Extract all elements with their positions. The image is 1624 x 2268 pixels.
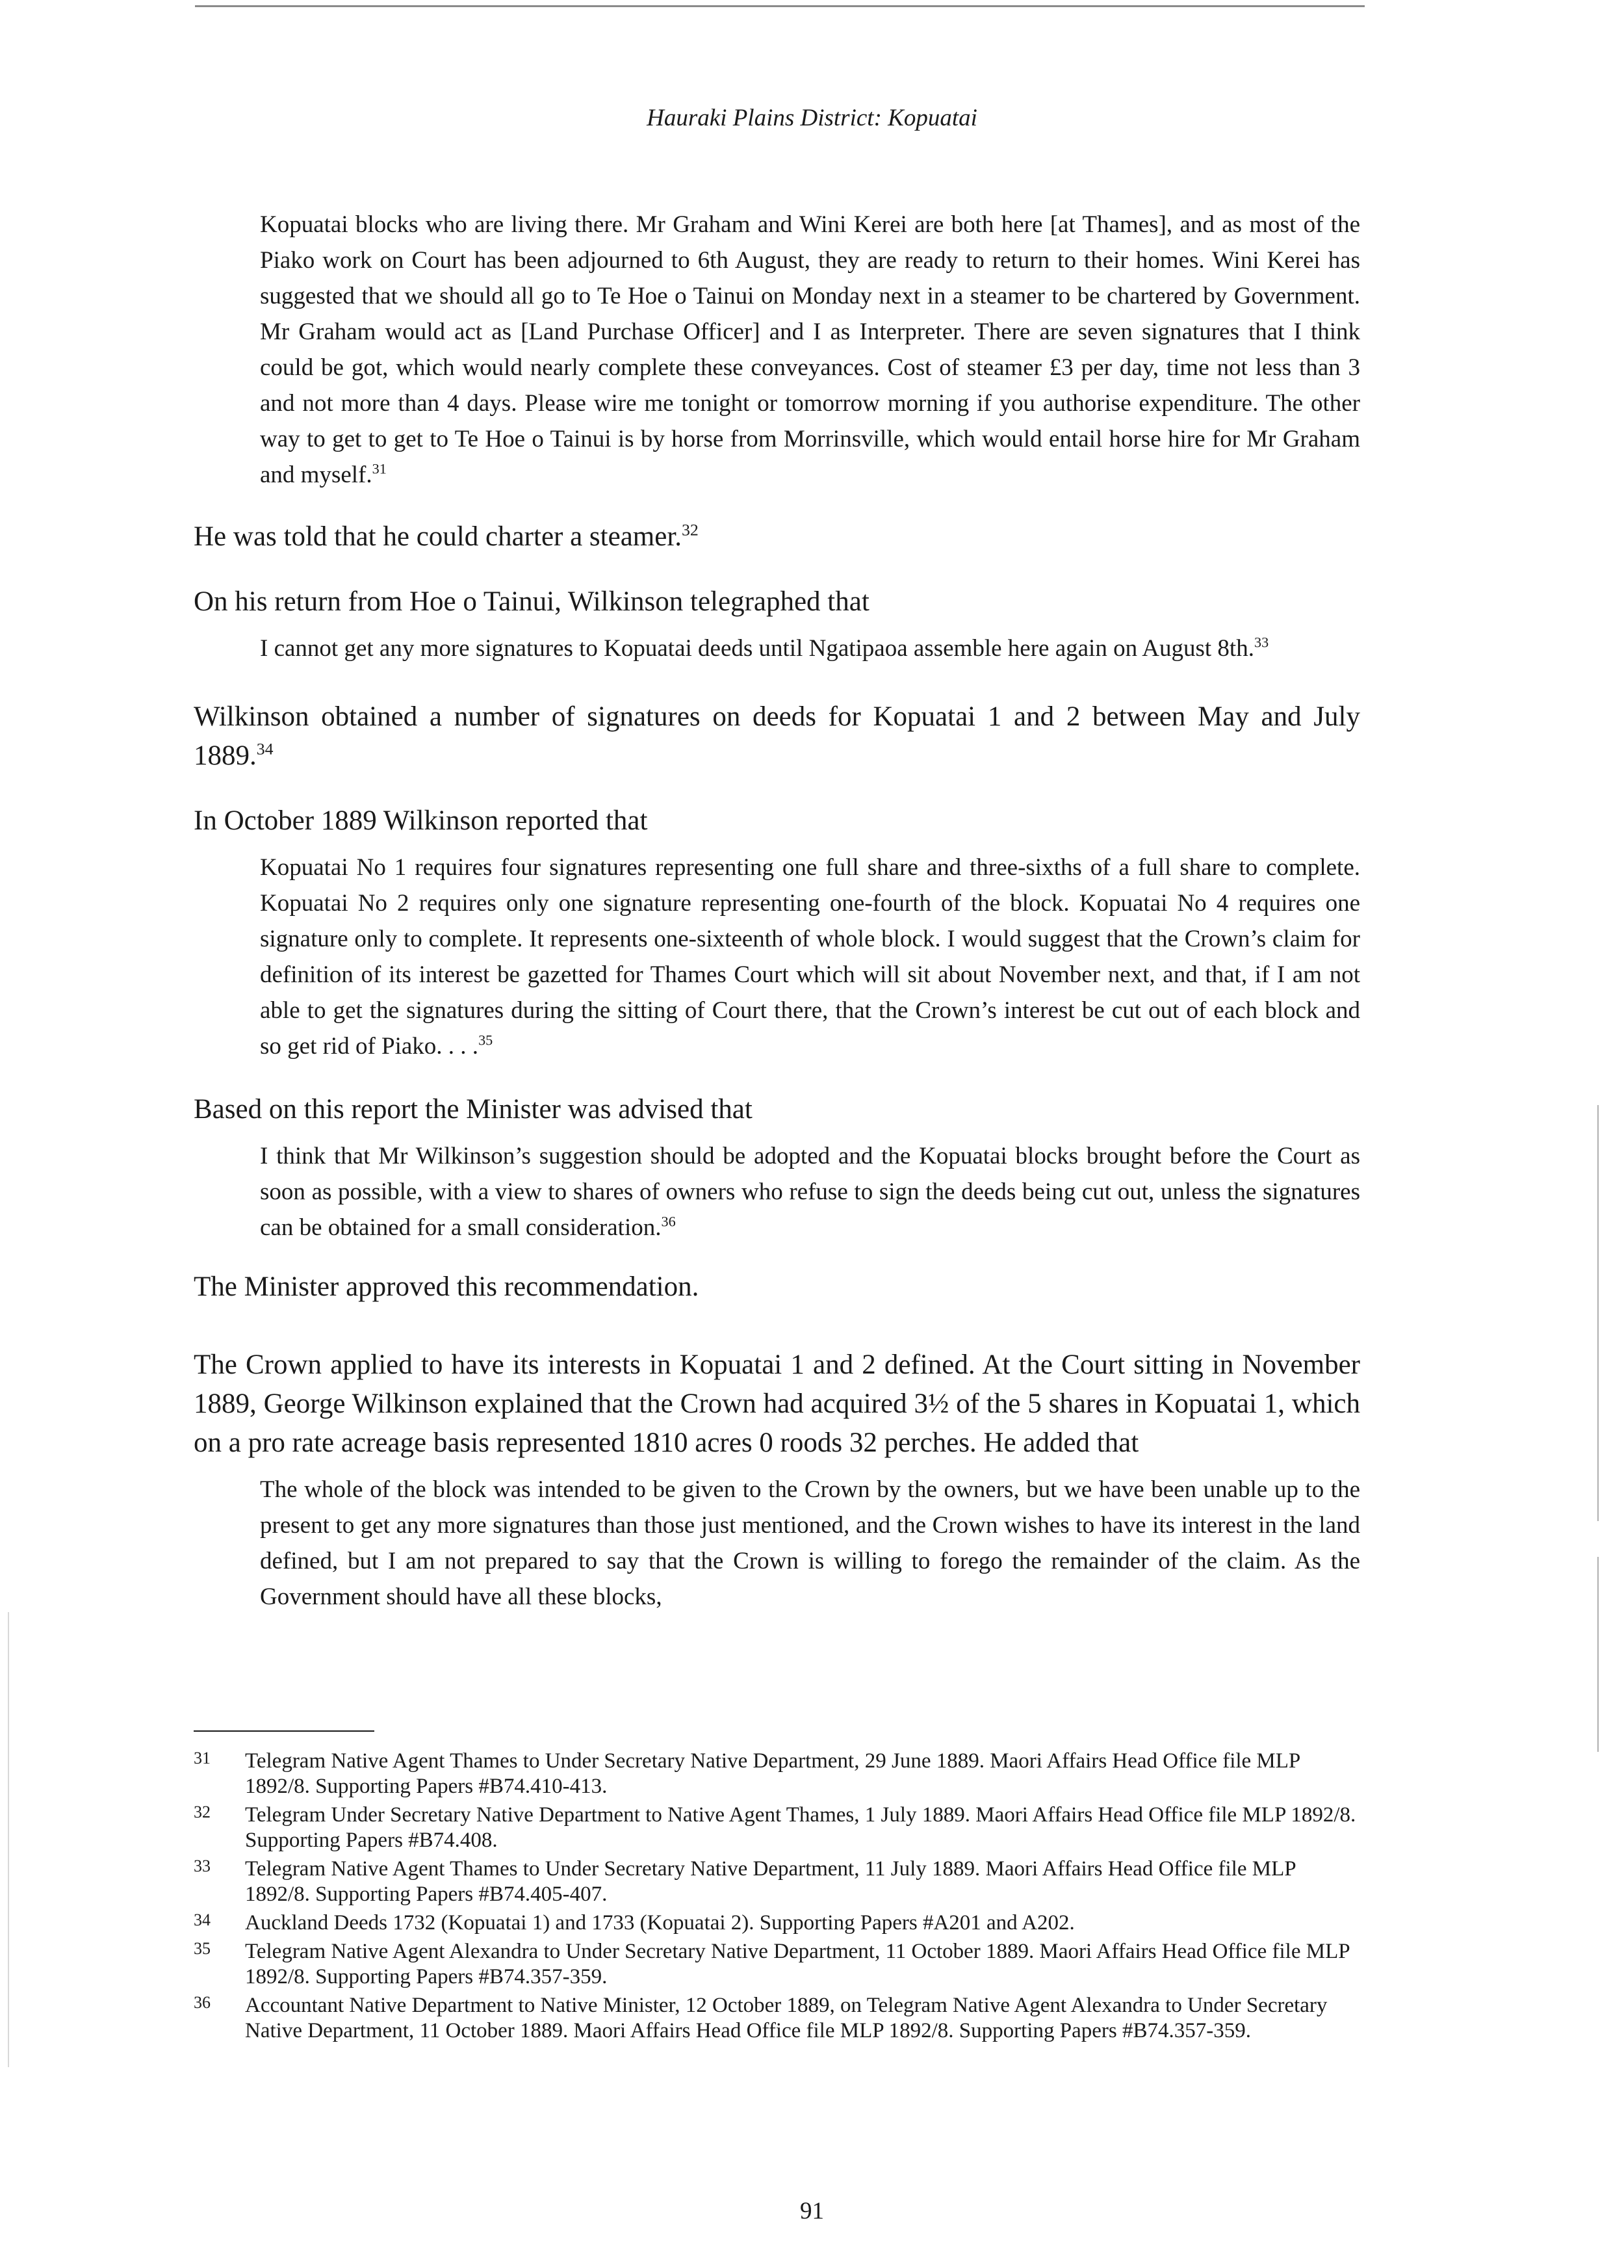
footnote-number: 33 [194,1857,211,1875]
body-text [194,207,1360,1615]
scan-edge-line [1597,1557,1599,1752]
footnote: 32 Telegram Under Secretary Native Department to Native Agent Thames, 1 July 1889. Maori Affairs Head Office file MLP 1892/8. Supporting Papers #B74.408. [194,1803,1360,1853]
paragraph: Based on this report the Minister was advised that [194,1094,753,1125]
paragraph: In October 1889 Wilkinson reported that [194,805,648,836]
footnote: 33 Telegram Native Agent Thames to Under Secretary Native Department, 11 July 1889. Maori Affairs Head Office file MLP 1892/8. Supporting Papers #B74.405-407. [194,1857,1360,1907]
block-quote: I cannot get any more signatures to Kopuatai deeds until Ngatipaoa assemble here again on August 8th.$^{33}$ [260,634,1269,662]
block-quote: Kopuatai blocks who are living there. Mr Graham and Wini Kerei are both here [at Thames], and as most of the Piako work on Court has been adjourned to 6th August, they are ready to return to their homes. Wini Kerei has suggested that we should all go to Te Hoe o Tainui on Monday next in a steamer to be chartered by Government. Mr Graham would act as [Land Purchase Officer] and I as Interpreter. There are seven signatures that I think could be got, which would nearly complete these conveyances. Cost of steamer £3 per day, time not less than 3 and not more than 4 days. Please wire me tonight or tomorrow morning if you authorise expenditure. The other way to get to get to Te Hoe o Tainui is by horse from Morrinsville, which would entail horse hire for Mr Graham and myself.$^{31}$ [260,211,1360,488]
paragraph: Wilkinson obtained a number of signatures on deeds for Kopuatai 1 and 2 between May and July 1889.34 [194,701,1360,771]
footnote-number: 31 [194,1749,211,1767]
footnote-ref[interactable]: 32 [682,520,699,540]
footnote-ref[interactable]: 31 [372,460,387,477]
footnote-rule [194,1730,374,1732]
block-quote: Kopuatai No 1 requires four signatures representing one full share and three-sixths of a full share to complete. Kopuatai No 2 requires only one signature representing one-fourth of the block. Kopuatai No 4 requires one signature only to complete. It represents one-sixteenth of whole block. I would suggest that the Crown’s claim for definition of its interest be gazetted for Thames Court which will sit about November next, and that, if I am not able to get the signatures during the sitting of Court there, that the Crown’s interest be cut out of each block and so get rid of Piako. . . .$^{35}$ [260,854,1360,1060]
footnote: 36 Accountant Native Department to Native Minister, 12 October 1889, on Telegram Native Agent Alexandra to Under Secretary Native Department, 11 October 1889. Maori Affairs Head Office file MLP 1892/8. Supporting Papers #B74.357-359. [194,1993,1360,2044]
footnote-number: 32 [194,1803,211,1821]
footnote-ref[interactable]: 34 [256,739,274,759]
footnote-ref[interactable]: 35 [478,1032,493,1049]
footnote: 31 Telegram Native Agent Thames to Under Secretary Native Department, 29 June 1889. Maori Affairs Head Office file MLP 1892/8. Supporting Papers #B74.410-413. [194,1749,1360,1799]
footnotes [194,1749,1360,2047]
footnote-ref[interactable]: 33 [1254,634,1269,651]
paragraph: The Minister approved this recommendation. [194,1271,699,1302]
paragraph: The Crown applied to have its interests in Kopuatai 1 and 2 defined. At the Court sitting in November 1889, George Wilkinson explained that the Crown had acquired 3½ of the 5 shares in Kopuatai 1, which on a pro rate acreage basis represented 1810 acres 0 roods 32 perches. He added that [194,1349,1360,1458]
paragraph: On his return from Hoe o Tainui, Wilkinson telegraphed that [194,586,870,617]
footnote-number: 35 [194,1939,211,1958]
footnote-number: 36 [194,1993,211,2012]
footnote-number: 34 [194,1910,211,1929]
paragraph: He was told that he could charter a steamer.$^{32}$ [194,520,699,552]
page-number: 91 [800,2198,824,2224]
top-rule [195,5,1365,7]
scan-edge-line [1597,1105,1599,1521]
scan-edge-line [8,1612,9,2067]
running-head: Hauraki Plains District: Kopuatai [647,105,977,131]
block-quote: The whole of the block was intended to be given to the Crown by the owners, but we have been unable up to the present to get any more signatures than those just mentioned, and the Crown wishes to have its interest in the land defined, but I am not prepared to say that the Crown is willing to forego the remainder of the claim. As the Government should have all these blocks, [260,1476,1360,1610]
block-quote: I think that Mr Wilkinson’s suggestion should be adopted and the Kopuatai blocks brought before the Court as soon as possible, with a view to shares of owners who refuse to sign the deeds being cut out, unless the signatures can be obtained for a small consideration.$^{36}$ [260,1143,1360,1241]
footnote-ref[interactable]: 36 [661,1213,676,1230]
footnote: 34 Auckland Deeds 1732 (Kopuatai 1) and 1733 (Kopuatai 2). Supporting Papers #A201 and A202. [194,1910,1360,1936]
footnote: 35 Telegram Native Agent Alexandra to Under Secretary Native Department, 11 October 1889. Maori Affairs Head Office file MLP 1892/8. Supporting Papers #B74.357-359. [194,1939,1360,1990]
